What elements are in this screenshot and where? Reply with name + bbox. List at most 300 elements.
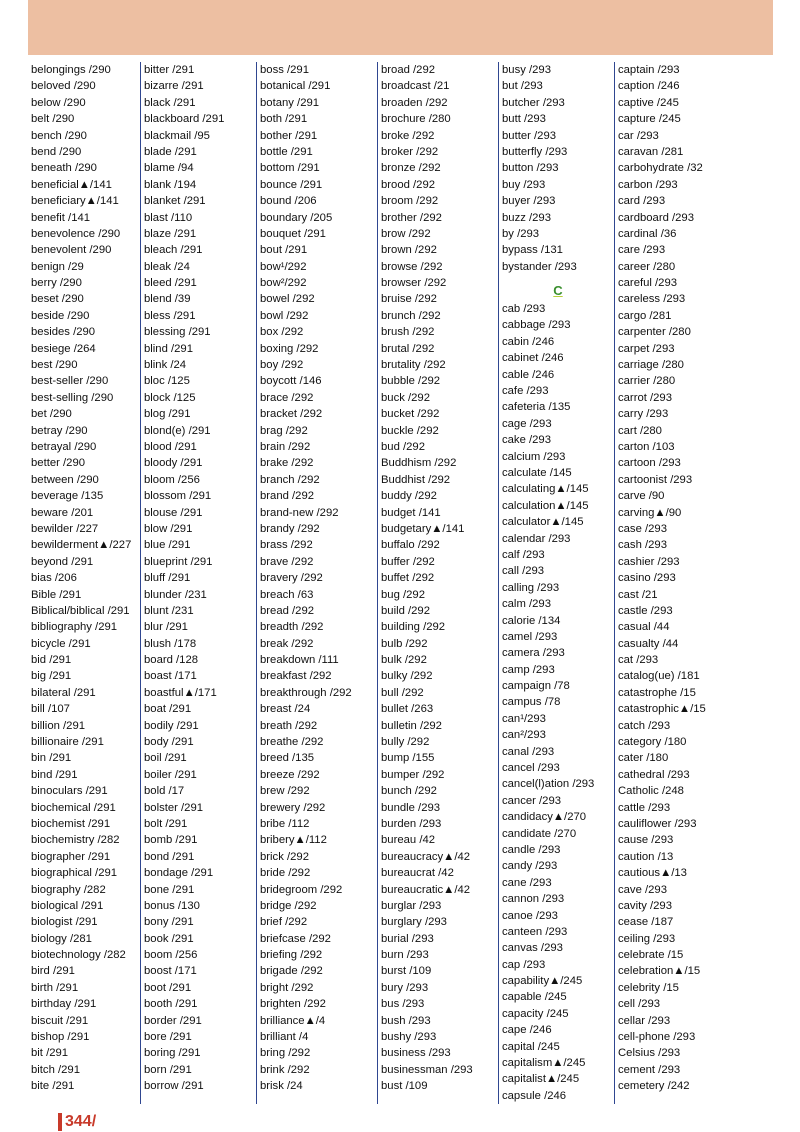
index-entry: breed /135 [260,752,315,765]
index-entry: beneficial▲/141 [31,178,112,191]
index-entry: bore /291 [144,1031,192,1044]
index-entry: bloody /291 [144,457,203,470]
index-entry: bondage /291 [144,867,214,880]
index-column-3 [257,62,378,1104]
index-entry: business /293 [381,1047,451,1060]
index-entry: calculator▲/145 [502,516,584,529]
index-entry: campus /78 [502,696,561,709]
index-entry: breeze /292 [260,768,320,781]
index-entry: blond(e) /291 [144,424,211,437]
index-entry: bit /291 [31,1047,69,1060]
index-entry: bridge /292 [260,899,317,912]
index-entry: bleed /291 [144,277,197,290]
index-entry: binoculars /291 [31,785,108,798]
index-entry: blink /24 [144,359,187,372]
index-entry: brisk /24 [260,1080,303,1093]
index-entry: below /290 [31,96,86,109]
index-entry: biscuit /291 [31,1014,89,1027]
index-entry: careless /293 [618,293,686,306]
index-entry: bounce /291 [260,178,323,191]
index-entry: Bible /291 [31,588,82,601]
index-entry: boat /291 [144,703,192,716]
index-entry: blog /291 [144,408,191,421]
index-entry: belongings /290 [31,64,111,76]
index-entry: bowl /292 [260,309,309,322]
index-entry: bucket /292 [381,408,440,421]
index-entry: billionaire /291 [31,736,104,749]
index-entry: betrayal /290 [31,440,97,453]
index-entry: build /292 [381,604,430,617]
index-entry: bluff /291 [144,572,191,585]
index-entry: bug /292 [381,588,425,601]
index-entry: blouse /291 [144,506,203,519]
index-entry: businessman /293 [381,1063,473,1076]
index-entry: boy /292 [260,359,304,372]
index-entry: blood /291 [144,440,197,453]
index-entry: benevolence /290 [31,227,121,240]
index-entry: cartoon /293 [618,457,681,470]
index-entry: carrot /293 [618,391,673,404]
index-entry: blend /39 [144,293,191,306]
index-entry: careful /293 [618,277,678,290]
index-entry: burst /109 [381,965,432,978]
index-entry: boundary /205 [260,211,333,224]
index-entry: candidacy▲/270 [502,811,587,824]
index-entry: beset /290 [31,293,84,306]
index-entry: cavity /293 [618,899,673,912]
index-entry: bow¹/292 [260,260,307,273]
index-entry: bush /293 [381,1014,431,1027]
index-entry: cashier /293 [618,555,680,568]
index-entry: biochemist /291 [31,817,111,830]
index-entry: Celsius /293 [618,1047,681,1060]
index-entry: best /290 [31,359,78,372]
index-entry: bud /292 [381,440,425,453]
index-entry: bewilderment▲/227 [31,539,132,552]
index-entry: brand-new /292 [260,506,339,519]
index-entry: boring /291 [144,1047,201,1060]
index-entry: best-seller /290 [31,375,109,388]
index-entry: briefcase /292 [260,932,331,945]
index-entry: broke /292 [381,129,435,142]
index-entry: beneath /290 [31,162,97,175]
index-entry: broadcast /21 [381,80,450,93]
index-entry: calculate /145 [502,466,572,479]
index-entry: buddy /292 [381,490,437,503]
index-columns [28,62,768,1104]
index-entry: buffer /292 [381,555,435,568]
index-entry: brigade /292 [260,965,323,978]
index-entry: blackboard /291 [144,113,225,126]
index-entry: black /291 [144,96,196,109]
index-entry: broker /292 [381,145,439,158]
index-entry: caption /246 [618,80,680,93]
index-entry: beyond /291 [31,555,94,568]
index-entry: cabin /246 [502,335,555,348]
index-entry: budget /141 [381,506,441,519]
index-entry: brow /292 [381,227,431,240]
index-entry: brown /292 [381,244,437,257]
index-entry: blunt /231 [144,604,194,617]
page-number-marker [58,1113,62,1131]
index-entry: cancer /293 [502,794,562,807]
index-entry: boost /171 [144,965,197,978]
index-entry: brilliance▲/4 [260,1014,326,1027]
index-entry: broaden /292 [381,96,448,109]
index-entry: cancel /293 [502,762,560,775]
index-entry: brilliant /4 [260,1031,309,1044]
index-entry: bout /291 [260,244,308,257]
index-entry: caravan /281 [618,145,684,158]
index-entry: bid /291 [31,654,72,667]
index-entry: bureaucratic▲/42 [381,883,471,896]
index-entry: blanket /291 [144,195,206,208]
index-entry: cardinal /36 [618,227,677,240]
index-entry: bury /293 [381,981,429,994]
index-entry: bound /206 [260,195,317,208]
index-entry: bleach /291 [144,244,203,257]
index-column-6 [615,62,768,1104]
index-entry: cardboard /293 [618,211,694,224]
index-entry: bless /291 [144,309,196,322]
index-entry: blade /291 [144,145,197,158]
index-entry: burial /293 [381,932,434,945]
index-entry: bold /17 [144,785,185,798]
index-entry: border /291 [144,1014,202,1027]
index-entry: browse /292 [381,260,443,273]
index-entry: buzz /293 [502,211,551,224]
index-entry: biotechnology /282 [31,949,126,962]
index-entry: brandy /292 [260,522,320,535]
index-entry: captive /245 [618,96,679,109]
index-entry: bibliography /291 [31,621,118,634]
index-entry: bundle /293 [381,801,441,814]
index-entry: carton /103 [618,440,675,453]
index-entry: canteen /293 [502,925,568,938]
index-entry: catalog(ue) /181 [618,670,700,683]
index-entry: cabinet /246 [502,352,564,365]
index-entry: camel /293 [502,630,558,643]
index-entry: canal /293 [502,745,555,758]
index-entry: bone /291 [144,883,195,896]
index-entry: cartoonist /293 [618,473,693,486]
index-entry: brood /292 [381,178,436,191]
index-entry: butcher /293 [502,96,565,109]
index-entry: bony /291 [144,916,194,929]
index-entry: blaze /291 [144,227,197,240]
index-entry: camp /293 [502,663,555,676]
index-entry: breath /292 [260,719,318,732]
index-entry: belt /290 [31,113,75,126]
index-entry: bother /291 [260,129,318,142]
index-entry: cabbage /293 [502,319,571,332]
index-entry: breast /24 [260,703,311,716]
index-entry: buckle /292 [381,424,439,437]
index-entry: bonus /130 [144,899,200,912]
index-entry: betray /290 [31,424,88,437]
index-entry: boss /291 [260,64,309,76]
index-entry: cape /246 [502,1024,552,1037]
index-entry: bow²/292 [260,277,307,290]
index-entry: cathedral /293 [618,768,690,781]
index-entry: blush /178 [144,637,197,650]
index-entry: buffet /292 [381,572,435,585]
index-entry: blur /291 [144,621,188,634]
index-entry: better /290 [31,457,86,470]
index-entry: bracket /292 [260,408,323,421]
index-entry: boycott /146 [260,375,322,388]
index-entry: catch /293 [618,719,671,732]
index-entry: bewilder /227 [31,522,99,535]
index-entry: breathe /292 [260,736,324,749]
index-entry: bring /292 [260,1047,311,1060]
index-entry: birthday /291 [31,998,97,1011]
index-entry: besiege /264 [31,342,96,355]
index-entry: bite /291 [31,1080,75,1093]
index-entry: biographer /291 [31,850,111,863]
index-entry: bureaucrat /42 [381,867,454,880]
index-entry: celebration▲/15 [618,965,701,978]
index-entry: birth /291 [31,981,79,994]
index-entry: brunch /292 [381,309,441,322]
index-entry: castle /293 [618,604,673,617]
index-entry: calf /293 [502,548,545,561]
index-entry: blast /110 [144,211,193,224]
index-entry: capitalism▲/245 [502,1057,586,1070]
index-entry: bind /291 [31,768,78,781]
index-entry: beneficiary▲/141 [31,195,119,208]
index-entry: brace /292 [260,391,314,404]
index-entry: boom /256 [144,949,198,962]
index-entry: brighten /292 [260,998,326,1011]
index-entry: booth /291 [144,998,198,1011]
index-entry: bloc /125 [144,375,190,388]
index-entry: bronze /292 [381,162,441,175]
index-entry: calling /293 [502,581,560,594]
index-entry: bodily /291 [144,719,199,732]
index-entry: case /293 [618,522,667,535]
index-entry: big /291 [31,670,72,683]
index-entry: benign /29 [31,260,84,273]
index-entry: cease /187 [618,916,674,929]
index-entry: bias /206 [31,572,77,585]
index-entry: Biblical/biblical /291 [31,604,130,617]
index-entry: brag /292 [260,424,308,437]
index-entry: casino /293 [618,572,676,585]
index-entry: breakthrough /292 [260,686,352,699]
index-entry: cellar /293 [618,1014,671,1027]
index-entry: cave /293 [618,883,667,896]
index-entry: cab /293 [502,303,546,316]
index-entry: busy /293 [502,64,551,76]
index-entry: cafeteria /135 [502,401,571,414]
index-entry: calorie /134 [502,614,561,627]
index-entry: born /291 [144,1063,192,1076]
index-entry: bowel /292 [260,293,315,306]
index-entry: catastrophe /15 [618,686,696,699]
index-entry: bitter /291 [144,64,195,76]
index-entry: calcium /293 [502,450,566,463]
index-entry: bully /292 [381,736,430,749]
index-entry: cement /293 [618,1063,681,1076]
index-entry: bilateral /291 [31,686,96,699]
index-entry: bird /291 [31,965,75,978]
index-entry: bizarre /291 [144,80,204,93]
index-entry: body /291 [144,736,194,749]
index-entry: biochemical /291 [31,801,116,814]
index-entry: cell-phone /293 [618,1031,696,1044]
index-entry: breach /63 [260,588,314,601]
index-entry: bolster /291 [144,801,204,814]
index-entry: botanical /291 [260,80,331,93]
index-entry: casual /44 [618,621,670,634]
index-entry: bend /290 [31,145,82,158]
index-entry: biological /291 [31,899,104,912]
index-entry: bulletin /292 [381,719,442,732]
index-entry: blame /94 [144,162,194,175]
index-entry: bottom /291 [260,162,320,175]
index-entry: capability▲/245 [502,975,583,988]
index-entry: cause /293 [618,834,674,847]
index-entry: Buddhist /292 [381,473,451,486]
index-entry: brew /292 [260,785,310,798]
index-entry: break /292 [260,637,314,650]
index-entry: berry /290 [31,277,82,290]
index-entry: biography /282 [31,883,106,896]
index-entry: candidate /270 [502,827,577,840]
index-entry: cart /280 [618,424,662,437]
index-entry: buy /293 [502,178,546,191]
index-entry: caution /13 [618,850,674,863]
index-entry: cane /293 [502,876,552,889]
index-entry: beverage /135 [31,490,104,503]
index-entry: branch /292 [260,473,320,486]
index-entry: buck /292 [381,391,430,404]
index-entry: beloved /290 [31,80,96,93]
index-entry: cemetery /242 [618,1080,690,1093]
index-entry: biology /281 [31,932,92,945]
index-entry: bubble /292 [381,375,441,388]
index-entry: brief /292 [260,916,308,929]
index-entry: brick /292 [260,850,309,863]
index-entry: brewery /292 [260,801,326,814]
index-entry: bravery /292 [260,572,323,585]
index-entry: burglar /293 [381,899,442,912]
index-entry: campaign /78 [502,680,570,693]
index-entry: benevolent /290 [31,244,112,257]
index-entry: both /291 [260,113,308,126]
index-entry: captain /293 [618,64,680,76]
index-entry: Catholic /248 [618,785,684,798]
index-entry: brutal /292 [381,342,435,355]
index-entry: butter /293 [502,129,557,142]
index-entry: bloom /256 [144,473,200,486]
index-entry: calculating▲/145 [502,483,589,496]
index-entry: boiler /291 [144,768,197,781]
index-entry: board /128 [144,654,199,667]
index-entry: book /291 [144,932,194,945]
index-entry: can¹/293 [502,712,546,725]
index-entry: canoe /293 [502,909,558,922]
index-entry: butterfly /293 [502,145,568,158]
index-entry: bulky /292 [381,670,433,683]
index-entry: cast /21 [618,588,658,601]
index-entry: brain /292 [260,440,311,453]
index-entry: briefing /292 [260,949,323,962]
index-entry: botany /291 [260,96,320,109]
index-entry: burden /293 [381,817,442,830]
index-entry: button /293 [502,162,559,175]
index-entry: bumper /292 [381,768,445,781]
index-entry: building /292 [381,621,446,634]
index-entry: capacity /245 [502,1007,569,1020]
index-entry: burglary /293 [381,916,447,929]
index-entry: brake /292 [260,457,314,470]
index-entry: cannon /293 [502,893,565,906]
index-entry: calendar /293 [502,532,571,545]
index-entry: bruise /292 [381,293,437,306]
index-entry: brass /292 [260,539,313,552]
index-entry: butt /293 [502,113,546,126]
index-entry: bystander /293 [502,260,577,273]
index-entry: bill /107 [31,703,70,716]
index-entry: ceiling /293 [618,932,676,945]
index-entry: bolt /291 [144,817,188,830]
index-entry: bull /292 [381,686,424,699]
index-entry: bridegroom /292 [260,883,343,896]
index-entry: bread /292 [260,604,315,617]
index-entry: buffalo /292 [381,539,440,552]
index-entry: capital /245 [502,1040,560,1053]
index-entry: bleak /24 [144,260,190,273]
index-entry: biologist /291 [31,916,98,929]
index-entry: card /293 [618,195,666,208]
index-entry: carbohydrate /32 [618,162,703,175]
index-entry: breakfast /292 [260,670,332,683]
index-entry: cable /246 [502,368,555,381]
index-entry: bureaucracy▲/42 [381,850,471,863]
index-entry: can²/293 [502,729,546,742]
index-entry: billion /291 [31,719,86,732]
index-entry: brand /292 [260,490,315,503]
index-entry: category /180 [618,736,687,749]
index-entry: carve /90 [618,490,665,503]
index-entry: biochemistry /282 [31,834,120,847]
index-entry: bomb /291 [144,834,198,847]
index-entry: bypass /131 [502,244,563,257]
index-entry: brink /292 [260,1063,310,1076]
section-letter-heading: C [553,283,563,299]
index-entry: by /293 [502,227,540,240]
index-entry: cautious▲/13 [618,867,687,880]
index-entry: bump /155 [381,752,435,765]
index-entry: bin /291 [31,752,72,765]
index-entry: celebrity /15 [618,981,679,994]
index-entry: but /293 [502,80,543,93]
index-entry: carrier /280 [618,375,676,388]
index-entry: carpenter /280 [618,326,691,339]
index-column-5 [499,62,615,1104]
index-entry: browser /292 [381,277,447,290]
index-entry: boast /171 [144,670,197,683]
index-entry: bishop /291 [31,1031,90,1044]
index-entry: bureau /42 [381,834,436,847]
index-entry: between /290 [31,473,99,486]
index-entry: calculation▲/145 [502,499,589,512]
index-entry: benefit /141 [31,211,91,224]
index-entry: cauliflower /293 [618,817,697,830]
page-footer [58,1112,96,1132]
